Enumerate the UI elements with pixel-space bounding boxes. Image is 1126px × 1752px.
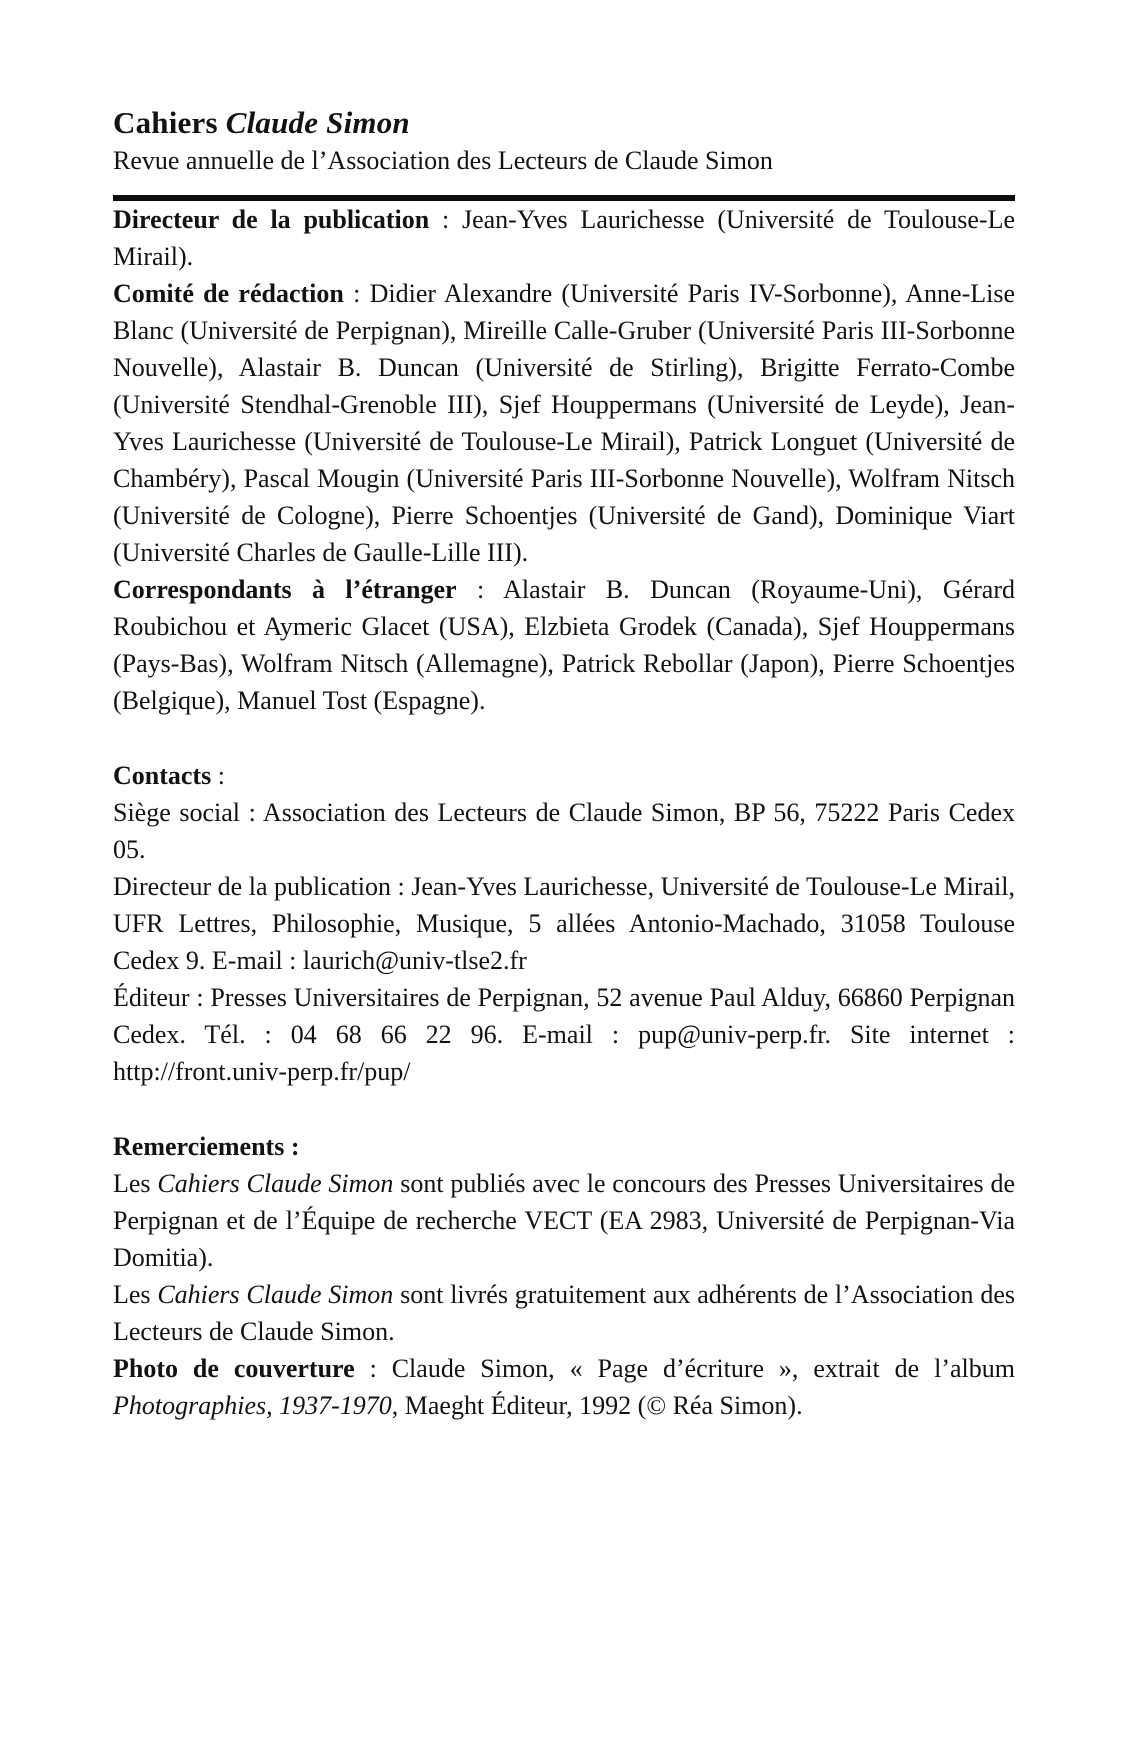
remerciements-2-journal-title-italic: Cahiers Claude Simon [157, 1280, 394, 1309]
editeur-email-text: pup@univ-perp.fr [638, 1020, 825, 1049]
remerciements-1-before: Les [113, 1169, 158, 1198]
contacts-section [113, 757, 1015, 1090]
directeur-text: : Jean-Yves Laurichesse (Université de Toulouse-Le Mirail). [113, 205, 1016, 271]
remerciements-heading [113, 1128, 1015, 1165]
contacts-directeur-text: Directeur de la publication : Jean-Yves Laurichesse, Université de Toulouse-Le Mirail, UFR Lettres, Philosophie, Musique, 5 allées Antonio-Machado, 31058 Toulouse Cedex 9. E-mail : [113, 872, 1015, 975]
correspondants-text: : Alastair B. Duncan (Royaume-Uni), Gérard Roubichou et Aymeric Glacet (USA), Elzbieta Grodek (Canada), Sjef Houppermans (Pays-Bas), Wolfram Nitsch (Allemagne), Patrick Rebollar (Japon), Pierre Schoentjes (Belgique), Manuel Tost (Espagne). [113, 575, 1015, 715]
remerciements-2-after: sont livrés gratuitement aux adhérents de l’Association des Lecteurs de Claude Simon. [113, 1280, 1015, 1346]
journal-subtitle: Revue annuelle de l’Association des Lecteurs de Claude Simon [113, 146, 773, 175]
page-content [113, 0, 1015, 1424]
masthead [113, 0, 1015, 201]
photo-text-before: : Claude Simon, « Page d’écriture », extrait de l’album [354, 1354, 1015, 1383]
correspondants-label: Correspondants à l’étranger [113, 575, 457, 604]
paragraph-editeur [113, 979, 1015, 1090]
journal-title-regular: Cahiers [113, 105, 226, 140]
remerciements-1-after: sont publiés avec le concours des Presses Universitaires de Perpignan et de l’Équipe de recherche VECT (EA 2983, Université de Perpignan-Via Domitia). [113, 1169, 1015, 1272]
journal-title-italic: Claude Simon [225, 105, 410, 140]
editeur-website-text: http://front.univ-perp.fr/pup/ [113, 1057, 411, 1086]
photo-label: Photo de couverture [113, 1354, 355, 1383]
paragraph-remerciements-2 [113, 1276, 1015, 1350]
directeur-label: Directeur de la publication [113, 205, 430, 234]
remerciements-1-journal-title-italic: Cahiers Claude Simon [157, 1169, 394, 1198]
contacts-label: Contacts [113, 761, 212, 790]
remerciements-2-before: Les [113, 1280, 158, 1309]
remerciements-section [113, 1128, 1015, 1350]
paragraph-remerciements-1 [113, 1165, 1015, 1276]
remerciements-label: Remerciements : [113, 1132, 300, 1161]
editeur-text: Éditeur : Presses Universitaires de Perpignan, 52 avenue Paul Alduy, 66860 Perpignan Cedex. Tél. : 04 68 66 22 96. E-mail : [113, 983, 1015, 1049]
paragraph-photo-couverture [113, 1350, 1015, 1424]
paragraph-siege-social: Siège social : Association des Lecteurs de Claude Simon, BP 56, 75222 Paris Cedex 05. [113, 798, 1015, 864]
paragraph-correspondants-etranger [113, 571, 1015, 719]
photo-text-after: , Maeght Éditeur, 1992 (© Réa Simon). [391, 1391, 803, 1420]
photo-album-title-italic: Photographies, 1937-1970 [113, 1391, 392, 1420]
paragraph-comite-redaction [113, 275, 1015, 571]
comite-text: : Didier Alexandre (Université Paris IV-Sorbonne), Anne-Lise Blanc (Université de Perpignan), Mireille Calle-Gruber (Université Paris III-Sorbonne Nouvelle), Alastair B. Duncan (Université de Stirling), Brigitte Ferrato-Combe (Université Stendhal-Grenoble III), Sjef Houppermans (Université de Leyde), Jean-Yves Laurichesse (Université de Toulouse-Le Mirail), Patrick Longuet (Université de Chambéry), Pascal Mougin (Université Paris III-Sorbonne Nouvelle), Wolfram Nitsch (Université de Cologne), Pierre Schoentjes (Université de Gand), Dominique Viart (Université Charles de Gaulle-Lille III). [113, 279, 1016, 567]
paragraph-directeur-publication [113, 201, 1015, 275]
journal-title [113, 104, 1015, 142]
contacts-label-colon: : [211, 761, 225, 790]
directeur-email-text: laurich@univ-tlse2.fr [302, 946, 527, 975]
paragraph-contacts-directeur [113, 868, 1015, 979]
contacts-heading [113, 757, 1015, 794]
editeur-text-2: . Site internet : [824, 1020, 1015, 1049]
comite-label: Comité de rédaction [113, 279, 344, 308]
